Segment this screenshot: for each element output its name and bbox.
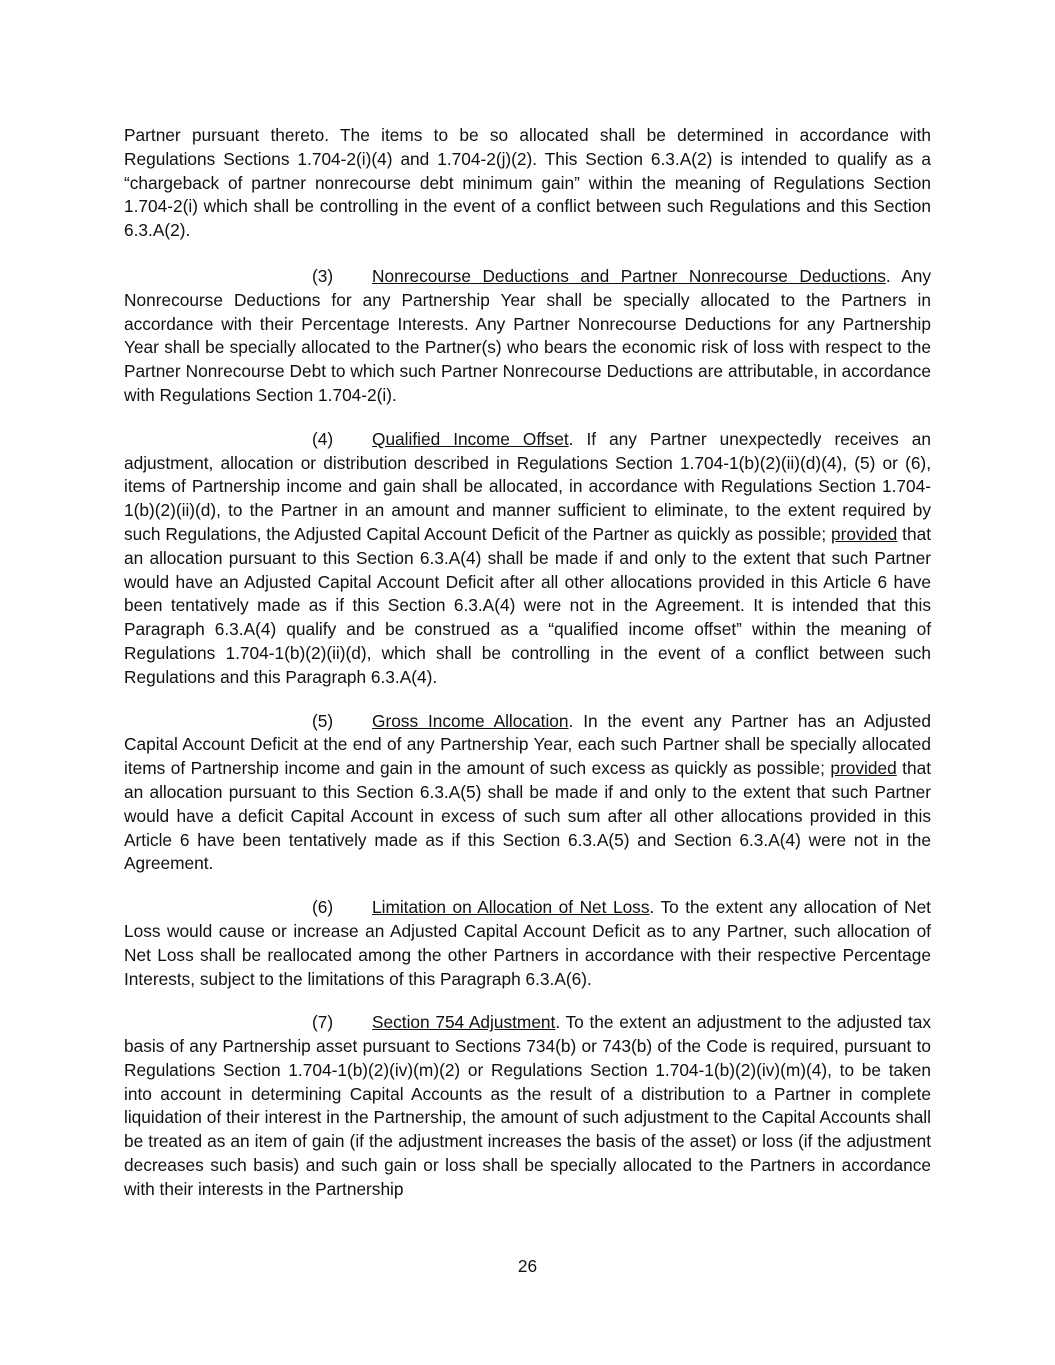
section-5-number: (5): [312, 710, 334, 731]
document-body: [124, 124, 931, 1222]
page-number: 26: [517, 1256, 538, 1276]
section-5-paragraph: [124, 710, 931, 877]
section-6-heading: Limitation on Allocation of Net Loss: [372, 897, 650, 918]
section-3-paragraph: [124, 265, 931, 408]
section-4-heading: Qualified Income Offset: [372, 428, 569, 449]
section-4-body-a: . If any Partner unexpectedly receives an adjustment, allocation or distribution described in Regulations Section 1.704-1(b)(2)(ii)(d)(4), (5) or (6), items of Partnership income and gain shall be allocated, in accordance with Regulations Section 1.704-1(b)(2)(ii)(d), to the Partner in an amount and manner sufficient to eliminate, to the extent required by such Regulations, the Adjusted Capital Account Deficit of the Partner as quickly as possible;: [124, 428, 932, 544]
section-4-paragraph: [124, 428, 931, 690]
section-7-paragraph: [124, 1011, 931, 1201]
section-6-body: . To the extent any allocation of Net Loss would cause or increase an Adjusted Capital Account Deficit as to any Partner, such allocation of Net Loss shall be reallocated among the other Partners in accordance with their respective Percentage Interests, subject to the limitations of this Paragraph 6.3.A(6).: [124, 897, 931, 989]
section-5-body-a: . In the event any Partner has an Adjusted Capital Account Deficit at the end of any Partnership Year, each such Partner shall be specially allocated items of Partnership income and gain in the amount of such excess as quickly as possible;: [124, 710, 932, 779]
section-3-number: (3): [312, 265, 334, 286]
intro-paragraph: [124, 124, 931, 243]
section-5-provided: provided: [830, 758, 897, 779]
section-7-body: . To the extent an adjustment to the adjusted tax basis of any Partnership asset pursuant to Sections 734(b) or 743(b) of the Code is required, pursuant to Regulations Section 1.704-1(b)(2)(iv)(m)(2) or Regulations Section 1.704-1(b)(2)(iv)(m)(4), to be taken into account in determining Capital Accounts as the result of a distribution to a Partner in complete liquidation of their interest in the Partnership, the amount of such adjustment to the Capital Accounts shall be treated as an item of gain (if the adjustment increases the basis of the asset) or loss (if the adjustment decreases such basis) and such gain or loss shall be specially allocated to the Partners in accordance with their interests in the Partnership: [124, 1012, 931, 1199]
section-3-body: . Any Nonrecourse Deductions for any Partnership Year shall be specially allocated to the Partners in accordance with their Percentage Interests. Any Partner Nonrecourse Deductions for any Partnership Year shall be specially allocated to the Partner(s) who bears the economic risk of loss with respect to the Partner Nonrecourse Debt to which such Partner Nonrecourse Deductions are attributable, in accordance with Regulations Section 1.704-2(i).: [124, 265, 931, 405]
section-5-body-b: that an allocation pursuant to this Section 6.3.A(5) shall be made if and only to the extent that such Partner would have a deficit Capital Account in excess of such sum after all other allocations provided in this Article 6 have been tentatively made as if this Section 6.3.A(5) and Section 6.3.A(4) were not in the Agreement.: [124, 758, 931, 874]
intro-text: Partner pursuant thereto. The items to be so allocated shall be determined in accordance with Regulations Sections 1.704-2(i)(4) and 1.704-2(j)(2). This Section 6.3.A(2) is intended to qualify as a “chargeback of partner nonrecourse debt minimum gain” within the meaning of Regulations Section 1.704-2(i) which shall be controlling in the event of a conflict between such Regulations and this Section 6.3.A(2).: [124, 125, 931, 241]
section-6-paragraph: [124, 896, 931, 991]
section-4-provided: provided: [831, 523, 898, 544]
section-4-number: (4): [312, 428, 334, 449]
section-6-number: (6): [312, 897, 334, 918]
section-3-heading: Nonrecourse Deductions and Partner Nonrecourse Deductions: [372, 265, 886, 286]
section-7-number: (7): [312, 1012, 334, 1033]
section-7-heading: Section 754 Adjustment: [372, 1012, 556, 1033]
section-4-body-b: that an allocation pursuant to this Section 6.3.A(4) shall be made if and only to the extent that such Partner would have an Adjusted Capital Account Deficit after all other allocations provided in this Article 6 have been tentatively made as if this Section 6.3.A(4) were not in the Agreement. It is intended that this Paragraph 6.3.A(4) qualify and be construed as a “qualified income offset” within the meaning of Regulations 1.704-1(b)(2)(ii)(d), which shall be controlling in the event of a conflict between such Regulations and this Paragraph 6.3.A(4).: [124, 523, 931, 687]
section-5-heading: Gross Income Allocation: [372, 710, 569, 731]
